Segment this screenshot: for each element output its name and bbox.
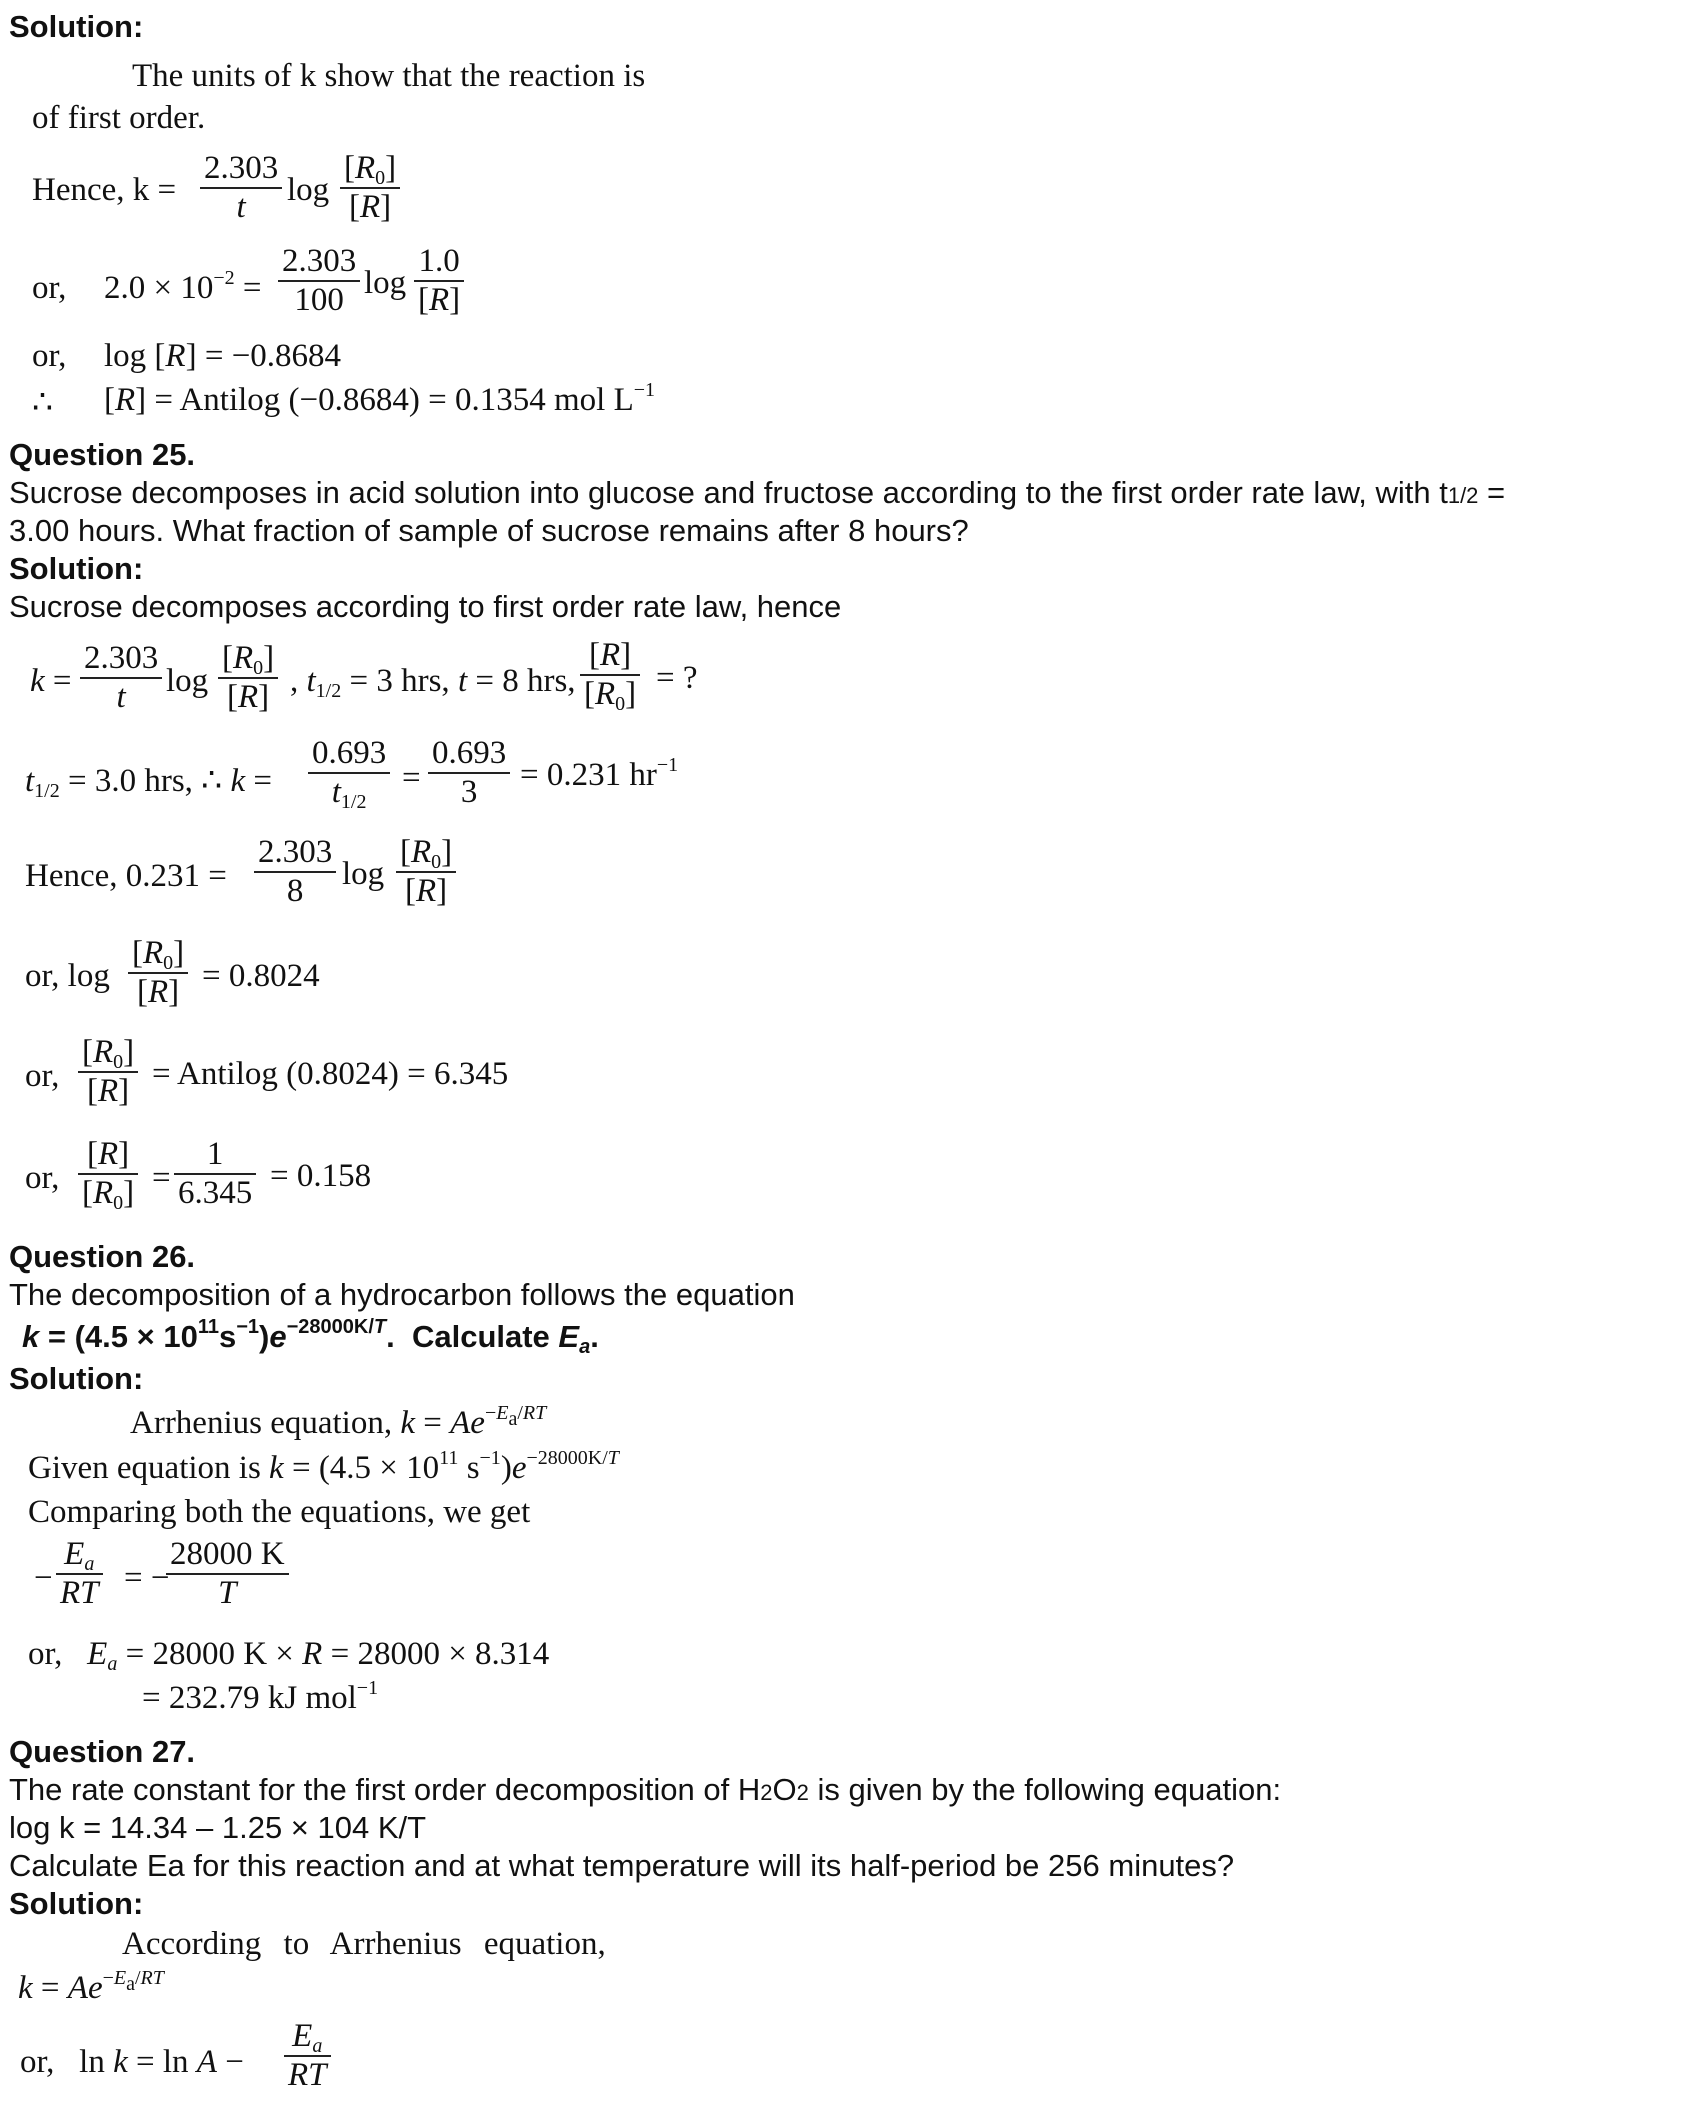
- q24-frac-2-num: $[R_0]$: [344, 150, 397, 189]
- q24-or-2: or,: [32, 338, 67, 374]
- q25-final: = 0.158: [270, 1158, 372, 1194]
- q25-frac-e-den: 3: [428, 772, 510, 811]
- q26-line-5: or, $E_a = 28000$ K × R = 28000 × 8.314: [28, 1636, 550, 1675]
- q25-or-2: or,: [25, 1160, 60, 1196]
- q25-frac-f: [254, 834, 336, 910]
- q27-frac-num: $E_a$: [292, 2018, 323, 2057]
- q25-frac-g-den: [R]: [396, 871, 456, 910]
- q25-frac-e: [428, 735, 510, 811]
- q25-frac-i-den: [R]: [78, 1071, 138, 1110]
- q24-hence: Hence, k =: [32, 172, 177, 208]
- q25-frac-b-num: $[R_0]$: [222, 640, 275, 679]
- q25-eq-2: =: [152, 1160, 171, 1196]
- q25-frac-b: [218, 640, 278, 716]
- q24-frac-3-num: 2.303: [282, 243, 357, 279]
- q24-intro-1: The units of k show that the reaction is: [132, 58, 646, 94]
- q25-frac-d-num: 0.693: [312, 735, 387, 771]
- q25-or-log: or, log: [25, 958, 110, 994]
- q27-frac: [284, 2018, 331, 2094]
- q25-solution-heading: Solution:: [9, 551, 144, 586]
- q26-line-1: Arrhenius equation, $k = Ae^{-E_a/RT}$: [130, 1402, 547, 1441]
- q24-frac-3-den: 100: [278, 280, 360, 319]
- q24-frac-1: [200, 150, 282, 226]
- q26-minus-1: −: [34, 1560, 53, 1596]
- q25-frac-c-num: [R]: [589, 637, 632, 673]
- q24-therefore: ∴: [32, 385, 53, 421]
- q26-line-2: Given equation is $k = (4.5 \times 10^{11}$ $s^{-1})e^{-28000K/T}$: [28, 1447, 619, 1486]
- q24-frac-2: [340, 150, 400, 226]
- q25-frac-k-num: 1: [206, 1136, 224, 1172]
- q25-thalf-line: $t_{1/2} = 3.0$ hrs, ∴ k =: [25, 763, 272, 802]
- q25-frac-k: [174, 1136, 256, 1212]
- q25-frac-c-den: $[R_0]$: [580, 674, 640, 713]
- q25-antilog: = Antilog (0.8024) = 6.345: [152, 1056, 509, 1092]
- q27-heading: Question 27.: [9, 1734, 196, 1769]
- q27-text-1: The rate constant for the first order decomposition of H2O2 is given by the following equation:: [9, 1772, 1282, 1807]
- q25-frac-e-num: 0.693: [432, 735, 507, 771]
- q26-text-2: $k = (4.5 \times 10^{11}s^{-1})e^{-28000K/T}$. Calculate $E_a$.: [22, 1316, 599, 1358]
- q25-frac-a-den: t: [80, 677, 162, 716]
- q25-frac-h: [128, 935, 188, 1011]
- q25-or-1: or,: [25, 1058, 60, 1094]
- q26-frac-a-num: $E_a$: [64, 1536, 95, 1575]
- q25-k-val: = 0.231 $hr^{-1}$: [520, 754, 679, 793]
- q25-frac-d: [308, 735, 390, 811]
- q25-frac-i: [78, 1034, 138, 1110]
- q24-frac-4-num: 1.0: [418, 243, 460, 279]
- q24-solution-heading: Solution:: [9, 9, 144, 44]
- q25-text-2: 3.00 hours. What fraction of sample of sucrose remains after 8 hours?: [9, 513, 969, 548]
- q26-heading: Question 26.: [9, 1239, 196, 1274]
- q25-eq-q: = ?: [656, 660, 698, 696]
- q25-eq-1: =: [402, 760, 421, 796]
- q27-text-3: Calculate Ea for this reaction and at what temperature will its half-period be 256 minutes?: [9, 1848, 1235, 1883]
- q24-or-1: or,: [32, 270, 67, 306]
- q26-text-1: The decomposition of a hydrocarbon follows the equation: [9, 1277, 795, 1312]
- q25-frac-f-den: 8: [254, 871, 336, 910]
- q25-log-a: log: [166, 663, 209, 699]
- q25-frac-k-den: 6.345: [174, 1173, 256, 1212]
- q25-frac-g: [396, 834, 456, 910]
- q25-log-val: = 0.8024: [202, 958, 320, 994]
- q25-frac-j-num: [R]: [87, 1136, 130, 1172]
- q27-line-1: According to Arrhenius equation,: [122, 1926, 606, 1962]
- q25-heading: Question 25.: [9, 437, 196, 472]
- q27-text-2: log k = 14.34 – 1.25 × 104 K/T: [9, 1810, 427, 1845]
- q25-frac-d-den: $t_{1/2}$: [308, 772, 390, 811]
- q26-frac-b-num: 28000 K: [170, 1536, 285, 1572]
- q25-frac-c: [580, 637, 640, 713]
- q25-frac-i-num: $[R_0]$: [82, 1034, 135, 1073]
- q25-given: , $t_{1/2} = 3$ hrs, t = 8 hrs,: [290, 663, 576, 702]
- q24-lhs-2: $2.0 \times 10^{-2}$ =: [104, 267, 262, 306]
- q24-frac-2-den: [R]: [340, 187, 400, 226]
- q24-frac-4-den: [R]: [414, 280, 464, 319]
- q24-log-2: log: [364, 265, 407, 301]
- q25-text-1: Sucrose decomposes in acid solution into glucose and fructose according to the first order rate law, with t1/2 =: [9, 475, 1506, 510]
- q25-k-eq: k =: [30, 663, 72, 699]
- q27-solution-heading: Solution:: [9, 1886, 144, 1921]
- q25-frac-j-den: $[R_0]$: [78, 1173, 138, 1212]
- q25-frac-a: [80, 640, 162, 716]
- q25-frac-g-num: $[R_0]$: [400, 834, 453, 873]
- q25-hence-line: Hence, 0.231 =: [25, 858, 227, 894]
- q24-frac-3: [278, 243, 360, 319]
- q26-solution-heading: Solution:: [9, 1361, 144, 1396]
- q24-line-4: [R] = Antilog (−0.8684) = 0.1354 mol $L^{-1}$: [104, 379, 656, 418]
- q25-frac-h-den: [R]: [128, 972, 188, 1011]
- q26-line-3: Comparing both the equations, we get: [28, 1494, 531, 1530]
- q26-eq-minus: = −: [124, 1560, 170, 1596]
- q26-frac-a-den: RT: [56, 1573, 103, 1612]
- q24-frac-4: [414, 243, 464, 319]
- q26-frac-a: [56, 1536, 103, 1612]
- q25-solution-text: Sucrose decomposes according to first order rate law, hence: [9, 589, 842, 624]
- q26-line-6: = 232.79 kJ mol$^{-1}$: [142, 1677, 379, 1716]
- q24-intro-2: of first order.: [32, 100, 206, 136]
- q25-frac-b-den: [R]: [218, 677, 278, 716]
- q25-frac-h-num: $[R_0]$: [132, 935, 185, 974]
- q25-frac-a-num: 2.303: [84, 640, 159, 676]
- q25-frac-j: [78, 1136, 138, 1212]
- q24-frac-1-num: 2.303: [204, 150, 279, 186]
- q27-line-2: $k = Ae^{-E_a/RT}$: [18, 1967, 164, 2006]
- q27-frac-den: RT: [284, 2055, 331, 2094]
- q27-line-3: or, ln k = ln A −: [20, 2044, 244, 2080]
- q26-frac-b-den: T: [166, 1573, 289, 1612]
- q25-log-f: log: [342, 856, 385, 892]
- q24-frac-1-den: t: [200, 187, 282, 226]
- q25-frac-f-num: 2.303: [258, 834, 333, 870]
- q26-frac-b: [166, 1536, 289, 1612]
- q24-line-3: log [R] = −0.8684: [104, 338, 342, 374]
- q24-log-1: log: [287, 172, 330, 208]
